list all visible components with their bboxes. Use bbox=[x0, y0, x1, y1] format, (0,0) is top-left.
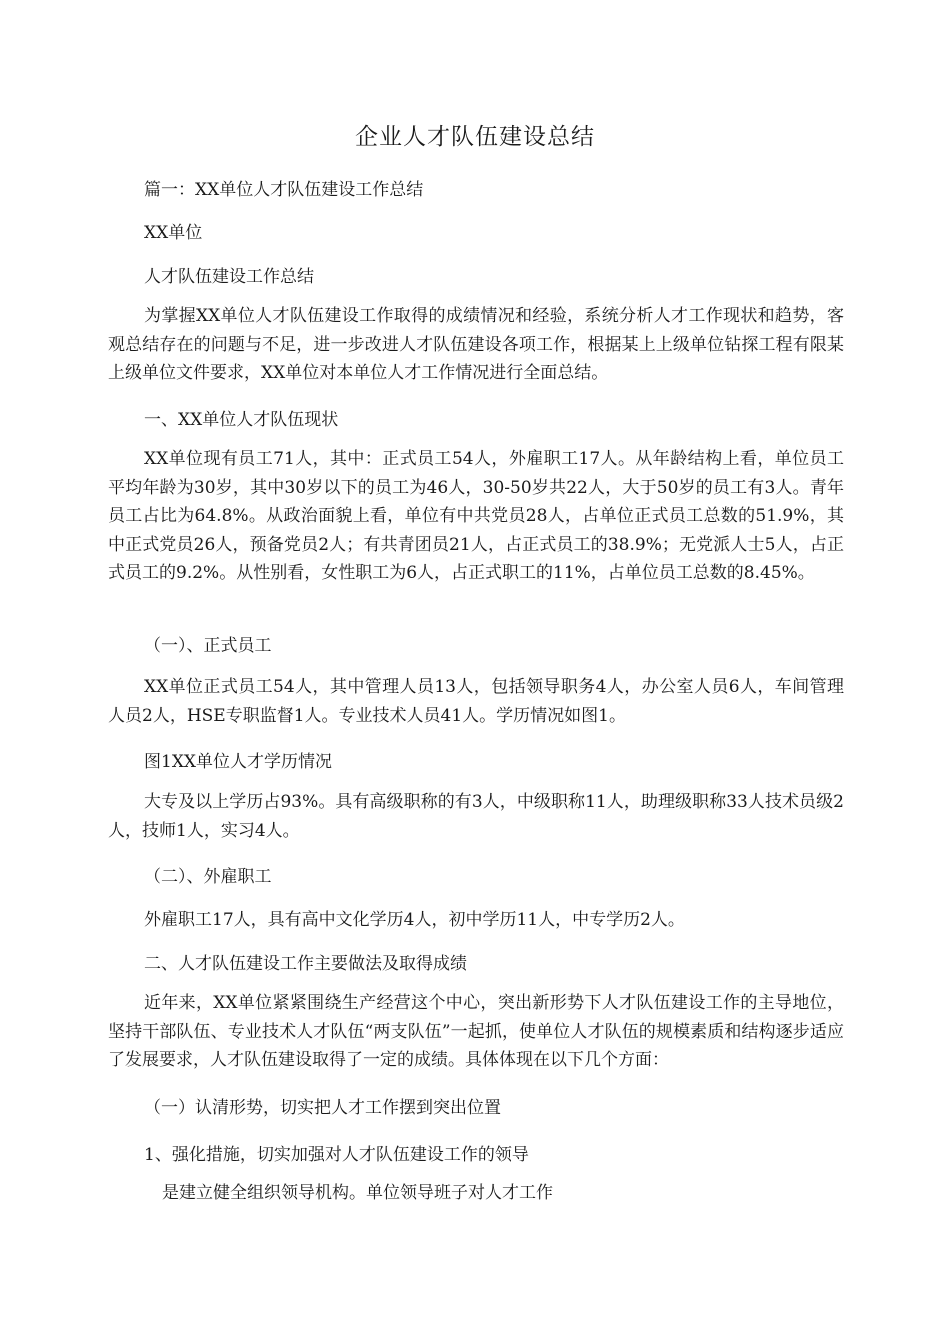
intro-paragraph: 为掌握XX单位人才队伍建设工作取得的成绩情况和经验，系统分析人才工作现状和趋势，客观总结存在的问题与不足，进一步改进人才队伍建设各项工作，根据某上上级单位钻探工程有限某上级单位文件要求，XX单位对本单位人才工作情况进行全面总结。 bbox=[108, 306, 844, 383]
figure-caption: 图1XX单位人才学历情况 bbox=[144, 752, 333, 772]
item1-paragraph: 是建立健全组织领导机构。单位领导班子对人才工作 bbox=[162, 1183, 553, 1203]
subsection-heading-3: （一）认清形势，切实把人才工作摆到突出位置 bbox=[144, 1098, 501, 1118]
subsection-heading-2: （二）、外雇职工 bbox=[144, 867, 272, 887]
subtitle: 人才队伍建设工作总结 bbox=[144, 267, 314, 287]
subsection1-paragraph: XX单位正式员工54人，其中管理人员13人，包括领导职务4人，办公室人员6人，车间管理人员2人，HSE专职监督1人。专业技术人员41人。学历情况如图1。 bbox=[108, 677, 844, 726]
subsection-heading-1: （一）、正式员工 bbox=[144, 636, 272, 656]
unit-name: XX单位 bbox=[144, 223, 203, 243]
section-heading-1: 一、XX单位人才队伍现状 bbox=[144, 410, 339, 430]
section-heading-2: 二、人才队伍建设工作主要做法及取得成绩 bbox=[144, 954, 467, 974]
item-heading-1: 1、强化措施，切实加强对人才队伍建设工作的领导 bbox=[144, 1145, 529, 1165]
subsection1-paragraph-2: 大专及以上学历占93%。具有高级职称的有3人，中级职称11人，助理级职称33人技术员级2人，技师1人，实习4人。 bbox=[108, 792, 844, 841]
section1-paragraph: XX单位现有员工71人，其中：正式员工54人，外雇职工17人。从年龄结构上看，单位员工平均年龄为30岁，其中30岁以下的员工为46人，30-50岁共22人，大于50岁的员工有3人。青年员工占比为64.8%。从政治面貌上看，单位有中共党员28人，占单位正式员工总数的51.9%，其中正式党员26人，预备党员2人；有共青团员21人，占正式员工的38.9%；无党派人士5人，占正式员工的9.2%。从性别看，女性职工为6人，占正式职工的11%，占单位员工总数的8.45%。 bbox=[108, 449, 844, 583]
section2-paragraph: 近年来，XX单位紧紧围绕生产经营这个中心，突出新形势下人才队伍建设工作的主导地位，坚持干部队伍、专业技术人才队伍“两支队伍”一起抓，使单位人才队伍的规模素质和结构逐步适应了发展要求，人才队伍建设取得了一定的成绩。具体体现在以下几个方面： bbox=[108, 993, 844, 1070]
article-heading: 篇一：XX单位人才队伍建设工作总结 bbox=[144, 180, 424, 200]
document-title: 企业人才队伍建设总结 bbox=[355, 124, 595, 150]
subsection2-paragraph: 外雇职工17人，具有高中文化学历4人，初中学历11人，中专学历2人。 bbox=[144, 910, 685, 930]
